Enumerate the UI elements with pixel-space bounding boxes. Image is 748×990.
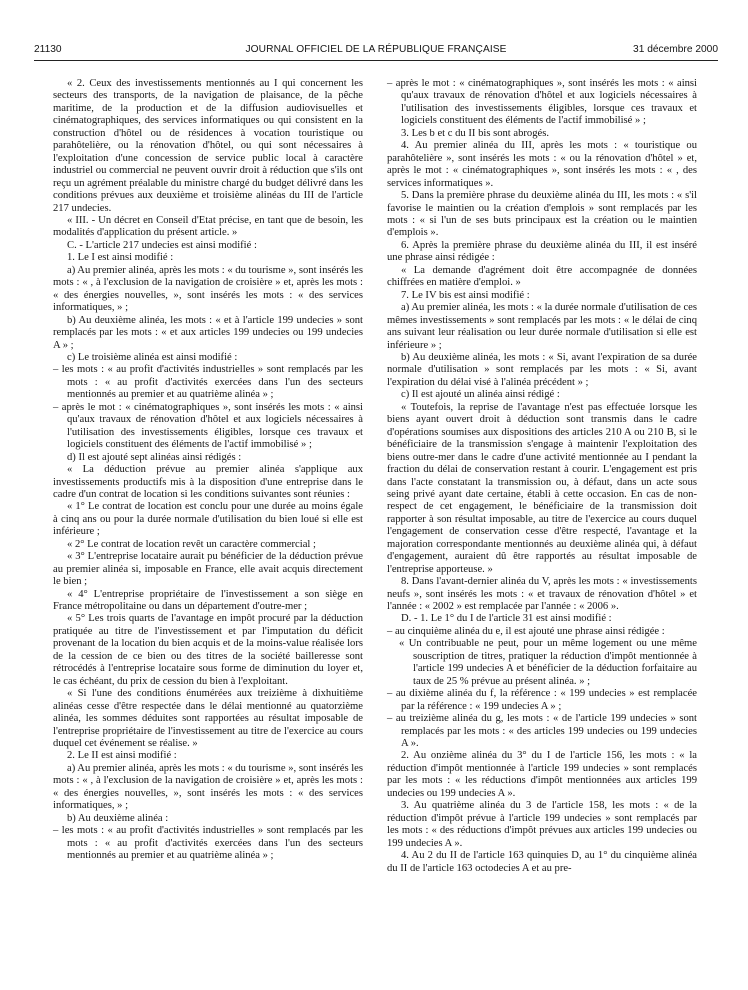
paragraph: 8. Dans l'avant-dernier alinéa du V, après les mots : « investissements neufs », sont insérés les mots : « et travaux de rénovation d'hôtel » et l'année : « 2002 » est remplacée par l'année : « 2006 ». [387,576,697,613]
paragraph: d) Il est ajouté sept alinéas ainsi rédigés : [67,451,242,463]
paragraph: – au treizième alinéa du g, les mots : « de l'article 199 undecies » sont remplacés par les mots : « des articles 199 undecies ou 199 undecies A ». [387,713,697,750]
paragraph: D. - 1. Le 1° du I de l'article 31 est ainsi modifié : [401,613,612,625]
paragraph: 6. Après la première phrase du deuxième alinéa du III, il est inséré une phrase ainsi rédigée : [387,239,697,264]
paragraph: « 1° Le contrat de location est conclu pour une durée au moins égale à cinq ans ou pour la durée normale d'utilisation du bien loué si elle est inférieure ; [53,501,363,538]
paragraph: b) Au deuxième alinéa, les mots : « et à l'article 199 undecies » sont remplacés par les mots : « et aux articles 199 undecies ou 199 undecies A » ; [53,314,363,351]
paragraph: c) Le troisième alinéa est ainsi modifié : [67,351,238,363]
paragraph: 5. Dans la première phrase du deuxième alinéa du III, les mots : « s'il favorise le maintien ou la création d'emplois » sont remplacés par les mots : « si l'un de ses buts principaux est la création ou le maintien d'emplois ». [387,190,697,239]
paragraph: « 2. Ceux des investissements mentionnés au I qui concernent les secteurs des transports, de la navigation de plaisance, de la pêche maritime, de la production et de la diffusion audiovisuelles et cinématographiques, des services informatiques ou qui consistent en la construction d'hôtel ou de résidences à vocation touristique ou parahôtelière, ou la rénovation d'hôtel, ou qui sont nécessaires à l'exploitation d'une concession de service public local à caractère industriel ou commercial ne peuvent ouvrir droit à réduction que s'ils ont reçu un agrément préalable du ministre chargé du budget délivré dans les conditions prévues aux deuxième et troisième alinéas du III de l'article 217 undecies. [53,78,363,214]
paragraph: C. - L'article 217 undecies est ainsi modifié : [67,239,257,251]
paragraph: – au dixième alinéa du f, la référence : « 199 undecies » est remplacée par la référence : « 199 undecies A » ; [387,688,697,712]
paragraph: « III. - Un décret en Conseil d'Etat précise, en tant que de besoin, les modalités d'application du présent article. » [53,214,363,239]
paragraph: – au cinquième alinéa du e, il est ajouté une phrase ainsi rédigée : [387,625,665,637]
paragraph: c) Il est ajouté un alinéa ainsi rédigé : [401,389,560,401]
paragraph: 1. Le I est ainsi modifié : [67,252,174,264]
paragraph: 4. Au premier alinéa du III, après les mots : « touristique ou parahôtelière », sont insérés les mots : « ou la rénovation d'hôtel » et, après le mot : « cinématographiques », sont insérés les mots : « , des services informatiques ». [387,140,697,189]
publication-date: 31 décembre 2000 [633,44,718,55]
paragraph: – après le mot : « cinématographiques », sont insérés les mots : « ainsi qu'aux travaux de rénovation d'hôtel et aux logiciels nécessaires à l'utilisation des investissements éligibles, lorsque ces travaux et logiciels constituent des éléments de l'actif immobilisé » ; [53,401,363,451]
page-number: 21130 [34,44,62,55]
left-column [53,78,363,863]
paragraph: – après le mot : « cinématographiques », sont insérés les mots : « ainsi qu'aux travaux de rénovation d'hôtel et aux logiciels nécessaires à l'utilisation des investissements éligibles, lorsque ces travaux et logiciels constituent des éléments de l'actif immobilisé » ; [387,78,697,127]
paragraph: « Toutefois, la reprise de l'avantage n'est pas effectuée lorsque les biens ayant ouvert droit à déduction sont transmis dans le cadre d'opérations soumises aux dispositions des articles 210 A ou 210 B, si le bénéficiaire de la transmission s'engage à maintenir l'exploitation des biens outre-mer dans le cadre d'une activité mentionnée au I pendant la fraction du délai de conservation restant à courir. L'engagement est pris dans l'acte constatant la transmission ou, à défaut, dans un acte sous seing privé ayant date certaine, établi à cette occasion. En cas de non-respect de cet engagement, le bénéficiaire de la transmission doit rapporter à son résultat imposable, au titre de l'exercice au cours duquel l'engagement de conservation cesse d'être respecté, l'avantage et la majoration correspondante mentionnés au deuxième alinéa qui, à défaut d'engagement, auraient dû être rapportés au résultat imposable de l'entreprise apporteuse. » [387,401,697,575]
paragraph: 7. Le IV bis est ainsi modifié : [401,289,530,301]
paragraph: « Un contribuable ne peut, pour un même logement ou une même souscription de titres, pratiquer la réduction d'impôt mentionnée à l'article 199 undecies A et bénéficier de la déduction forfaitaire au taux de 25 % prévue au présent alinéa. » ; [399,638,697,687]
paragraph: 3. Les b et c du II bis sont abrogés. [401,127,549,139]
paragraph: a) Au premier alinéa, après les mots : « du tourisme », sont insérés les mots : « , à l'exclusion de la navigation de croisière » et, après les mots : « des énergies nouvelles, », sont insérés les mots : « des services informatiques, » ; [53,264,363,314]
paragraph: b) Au deuxième alinéa : [67,812,169,824]
paragraph: 3. Au quatrième alinéa du 3 de l'article 158, les mots : « de la réduction d'impôt prévue à l'article 199 undecies » sont remplacés par les mots : « des réductions d'impôt prévues aux articles 199 undecies ou 199 undecies A ». [387,800,697,849]
paragraph: « 4° L'entreprise propriétaire de l'investissement a son siège en France métropolitaine ou dans un département d'outre-mer ; [53,588,363,613]
paragraph: « La demande d'agrément doit être accompagnée de données chiffrées en matière d'emploi. » [387,264,697,289]
paragraph: « 2° Le contrat de location revêt un caractère commercial ; [67,538,316,550]
paragraph: 4. Au 2 du II de l'article 163 quinquies D, au 1° du cinquième alinéa du II de l'article 163 octodecies A et au pre- [387,850,697,874]
page-header [34,44,718,58]
paragraph: « 3° L'entreprise locataire aurait pu bénéficier de la déduction prévue au premier alinéa si, imposable en France, elle avait acquis directement le bien ; [53,551,363,588]
paragraph: a) Au premier alinéa, après les mots : « du tourisme », sont insérés les mots : « , à l'exclusion de la navigation de croisière » et, après les mots : « des énergies nouvelles, », sont insérés les mots : « des services informatiques, » ; [53,762,363,812]
paragraph: « 5° Les trois quarts de l'avantage en impôt procuré par la déduction pratiquée au titre de l'investissement et par l'imputation du déficit provenant de la location du bien acquis et de la moins-value réalisée lors de la cession de ce bien ou des titres de la société bailleresse sont rétrocédés à l'entreprise locataire sous forme de diminution du loyer et, le cas échéant, du prix de cession du bien à l'exploitant. [53,613,363,687]
paragraph: « Si l'une des conditions énumérées aux treizième à dixhuitième alinéas cesse d'être respectée dans le délai mentionné au quatorzième alinéa, les sommes déduites sont rapportées au résultat imposable de l'entreprise propriétaire de l'investissement au titre de l'exercice au cours duquel cet événement se réalise. » [53,688,363,750]
paragraph: – les mots : « au profit d'activités industrielles » sont remplacés par les mots : « au profit d'activités exercées dans l'un des secteurs mentionnés au premier et au quatrième alinéa » ; [53,364,363,401]
paragraph: « La déduction prévue au premier alinéa s'applique aux investissements productifs mis à la disposition d'une entreprise dans le cadre d'un contrat de location si les conditions suivantes sont réunies : [53,464,363,500]
paragraph: – les mots : « au profit d'activités industrielles » sont remplacés par les mots : « au profit d'activités exercées dans l'un des secteurs mentionnés au premier et au quatrième alinéa » ; [53,825,363,862]
right-column [387,78,697,875]
paragraph: 2. Le II est ainsi modifié : [67,750,177,762]
header-rule [34,60,718,61]
paragraph: 2. Au onzième alinéa du 3° du I de l'article 156, les mots : « la réduction d'impôt mentionnée à l'article 199 undecies » sont remplacés par les mots : « les réductions d'impôt mentionnées aux articles 199 undecies ou 199 undecies A ». [387,750,697,799]
paragraph: b) Au deuxième alinéa, les mots : « Si, avant l'expiration de sa durée normale d'utilisation » sont remplacés par les mots : « Si, avant l'expiration du délai visé à l'alinéa précédent » ; [387,351,697,388]
journal-title: JOURNAL OFFICIEL DE LA RÉPUBLIQUE FRANÇAISE [245,44,507,55]
paragraph: a) Au premier alinéa, les mots : « la durée normale d'utilisation de ces mêmes investissements » sont remplacés par les mots : « le délai de cinq ans suivant leur réalisation ou leur durée normale d'utilisation si elle est inférieure » ; [387,302,697,351]
